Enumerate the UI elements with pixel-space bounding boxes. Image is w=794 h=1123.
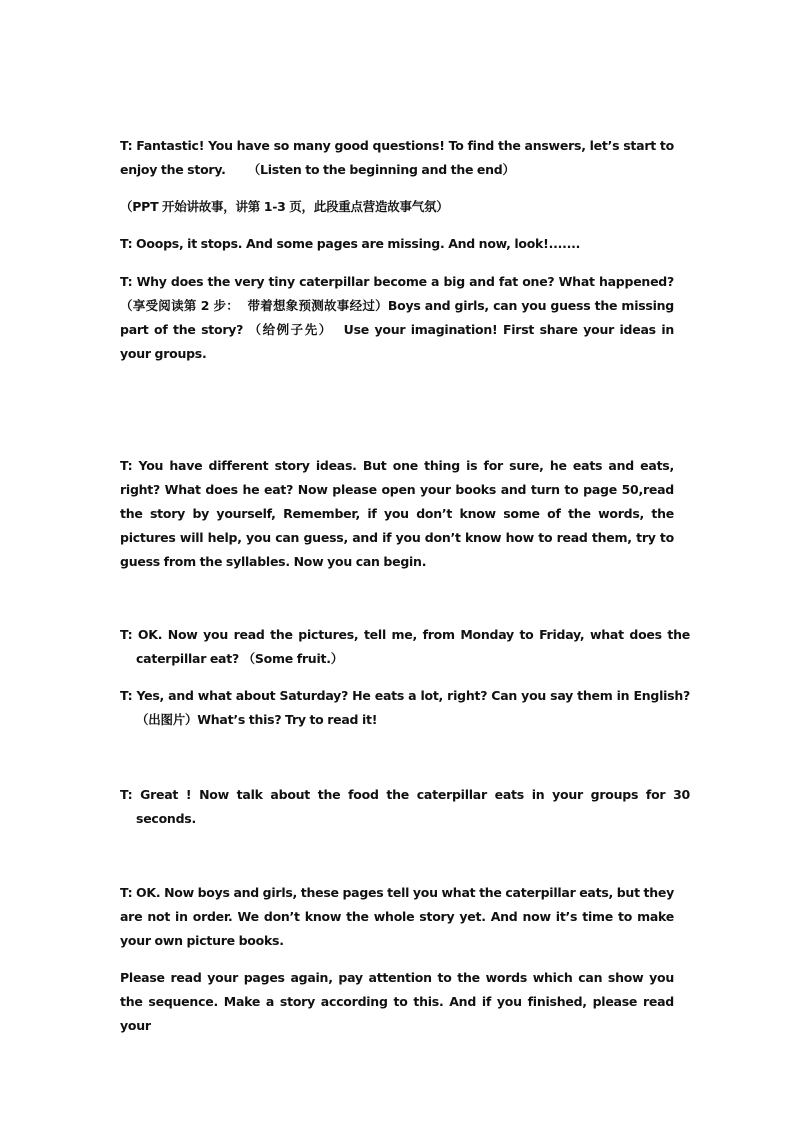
paragraph-monday-to-friday: T: OK. Now you read the pictures, tell me, from Monday to Friday, what does the caterpillar eat? （Some fruit.） [120, 627, 690, 666]
paragraph-picture-books: T: OK. Now boys and girls, these pages tell you what the caterpillar eats, but they are not in order. We don’t know the whole story yet. And now it’s time to make your own picture books. [120, 885, 674, 948]
paragraph-ppt-note: （PPT 开始讲故事，讲第 1-3 页，此段重点营造故事气氛） [120, 199, 449, 214]
paragraph-pages-missing: T: Ooops, it stops. And some pages are missing. And now, look!....... [120, 236, 581, 251]
paragraph-saturday: T: Yes, and what about Saturday? He eats a lot, right? Can you say them in English? （出图片）What’s this? Try to read it! [120, 688, 690, 727]
paragraph-read-story: T: You have different story ideas. But one thing is for sure, he eats and eats, right? What does he eat? Now please open your books and turn to page 50,read the story by yourself, Remember, if you don’t know some of the words, the pictures will help, you can guess, and if you don’t know how to read them, try to guess from the syllables. Now you can begin. [120, 458, 674, 569]
paragraph-story-start: T: Fantastic! You have so many good questions! To find the answers, let’s start to enjoy the story. （Listen to the beginning and the end） [120, 138, 674, 177]
paragraph-read-pages-again: Please read your pages again, pay attention to the words which can show you the sequence. Make a story according to this. And if you finished, please read your [120, 970, 674, 1033]
paragraph-guess-missing-part: T: Why does the very tiny caterpillar become a big and fat one? What happened? （享受阅读第 2 步： 带着想象预测故事经过）Boys and girls, can you guess the missing part of the story? （给例子先） Use your imagination! First share your ideas in your groups. [120, 274, 674, 361]
paragraph-group-talk: T: Great ! Now talk about the food the caterpillar eats in your groups for 30 seconds. [120, 787, 690, 826]
